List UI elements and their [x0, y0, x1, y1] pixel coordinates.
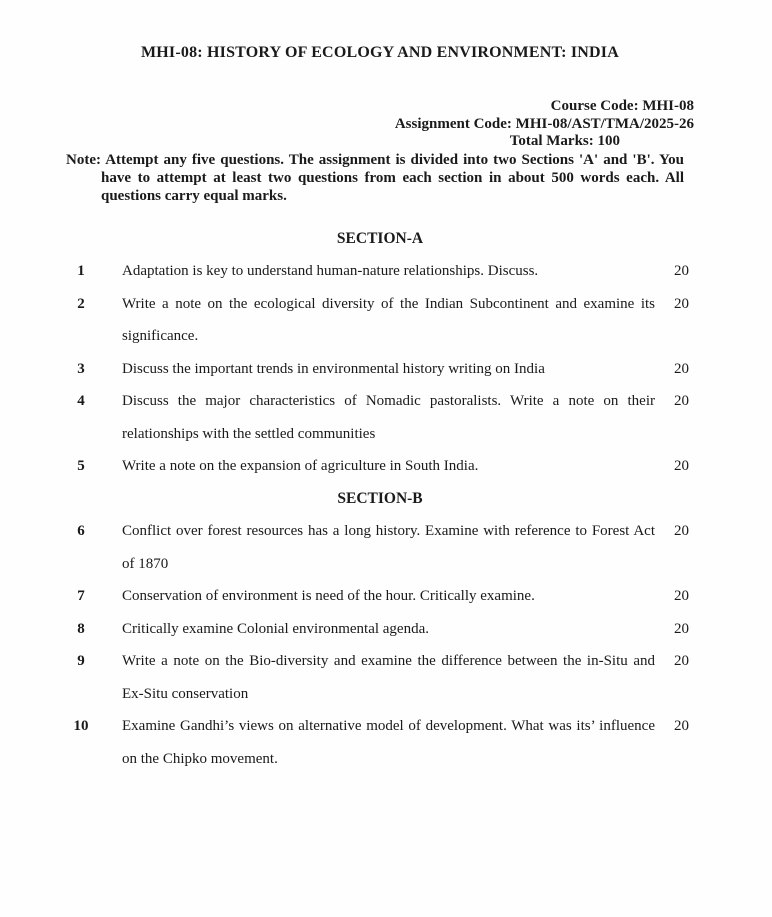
question-text: Critically examine Colonial environmental agenda. [122, 620, 429, 637]
total-marks: Total Marks: 100 [509, 133, 620, 149]
question-marks: 20 [674, 393, 689, 409]
question-number: 5 [77, 458, 85, 474]
question-text: Discuss the important trends in environmental history writing on India [122, 360, 545, 377]
section-b-heading: SECTION-B [337, 489, 423, 507]
question-row [66, 645, 694, 710]
question-row [66, 710, 694, 775]
question-number: 9 [77, 653, 85, 669]
header-code-block [66, 98, 694, 151]
assignment-code: Assignment Code: MHI-08/AST/TMA/2025-26 [394, 115, 694, 132]
question-marks: 20 [674, 653, 689, 669]
question-row [66, 613, 694, 646]
note-label: Note: [66, 151, 101, 168]
question-text: Discuss the major characteristics of Nomadic pastoralists. Write a note on their relationships with the settled communities [122, 393, 655, 442]
note-text: Attempt any five questions. The assignment is divided into two Sections 'A' and 'B'. You have to attempt at least two questions from each section in about 500 words each. All questions carry equal marks. [101, 151, 684, 204]
question-text: Conservation of environment is need of the hour. Critically examine. [122, 588, 535, 604]
question-number: 8 [77, 620, 85, 637]
question-text: Write a note on the ecological diversity of the Indian Subcontinent and examine its significance. [122, 295, 655, 344]
question-row [66, 580, 694, 613]
question-marks: 20 [674, 295, 689, 312]
question-text: Write a note on the Bio-diversity and examine the difference between the in-Situ and Ex-Situ conservation [122, 653, 655, 702]
question-marks: 20 [674, 718, 689, 734]
instructions-note [66, 151, 684, 205]
question-number: 2 [77, 295, 85, 312]
question-number: 4 [77, 393, 85, 409]
question-number: 10 [73, 718, 89, 734]
course-code: Course Code: MHI-08 [550, 98, 694, 114]
question-marks: 20 [674, 588, 689, 604]
question-row [66, 450, 694, 483]
question-marks: 20 [674, 360, 689, 377]
question-row [66, 288, 694, 353]
question-number: 3 [77, 360, 85, 377]
question-marks: 20 [674, 523, 689, 539]
question-number: 6 [77, 523, 85, 539]
question-number: 1 [77, 263, 85, 279]
question-row [66, 353, 694, 386]
question-text: Conflict over forest resources has a long history. Examine with reference to Forest Act of 1870 [122, 523, 655, 572]
question-text: Adaptation is key to understand human-nature relationships. Discuss. [122, 263, 539, 279]
section-a-heading: SECTION-A [336, 229, 424, 247]
question-marks: 20 [674, 458, 689, 474]
question-marks: 20 [674, 263, 689, 279]
question-text: Examine Gandhi’s views on alternative model of development. What was its’ influence on the Chipko movement. [122, 718, 655, 767]
document-title: MHI-08: HISTORY OF ECOLOGY AND ENVIRONMENT: INDIA [140, 44, 619, 61]
question-number: 7 [77, 588, 85, 604]
question-text: Write a note on the expansion of agriculture in South India. [122, 458, 479, 474]
question-marks: 20 [674, 620, 689, 637]
question-row [66, 385, 694, 450]
question-row [66, 255, 694, 288]
questions-area [66, 223, 694, 776]
question-row [66, 515, 694, 580]
